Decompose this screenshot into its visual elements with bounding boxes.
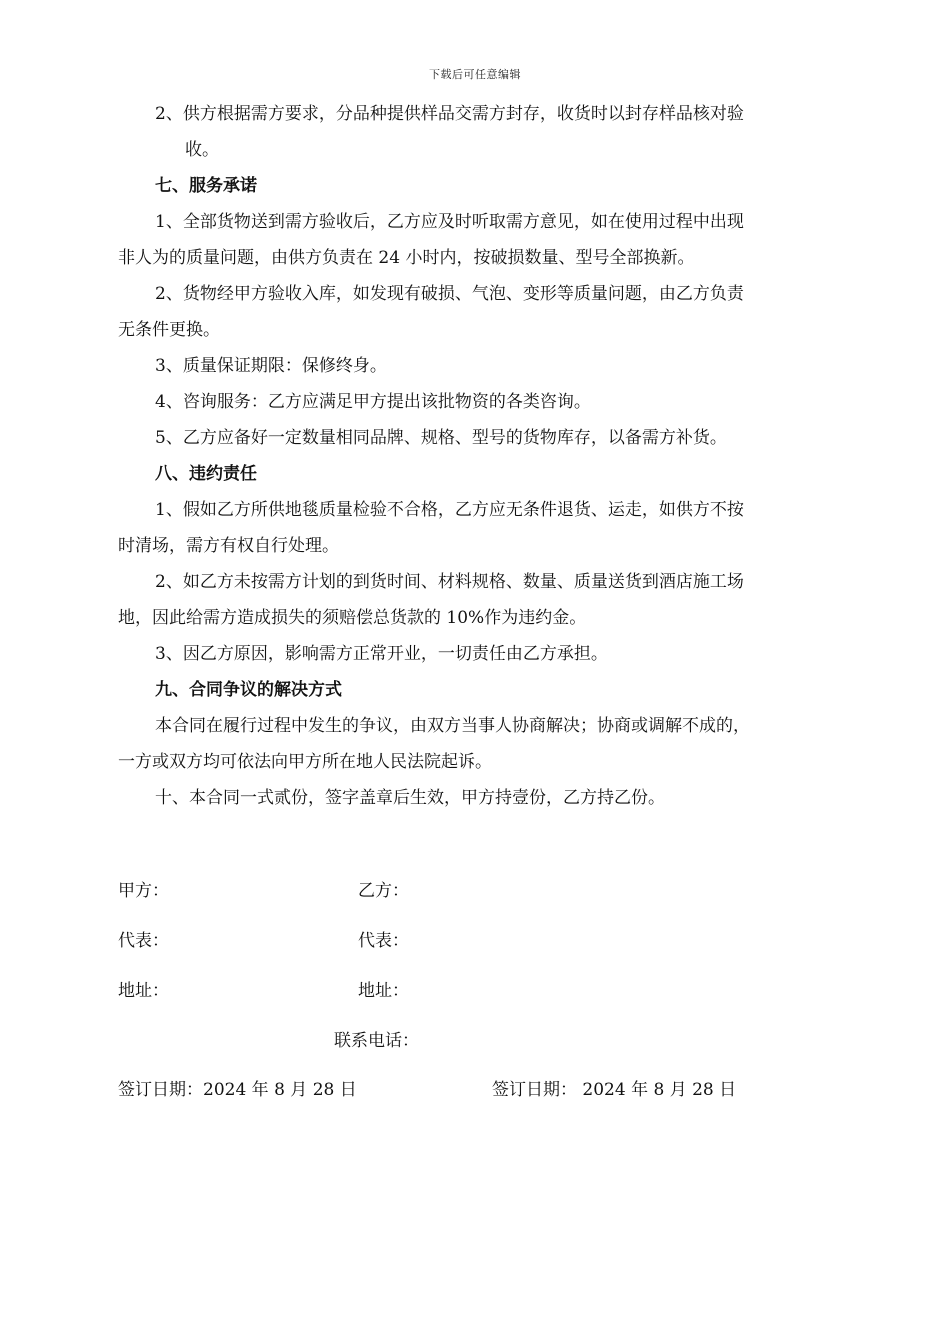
- s7-item-1-cont: 非人为的质量问题，由供方负责在 24 小时内，按破损数量、型号全部换新。: [118, 248, 695, 268]
- contract-body: [118, 96, 833, 816]
- s7-item-3: 3、质量保证期限：保修终身。: [155, 356, 387, 376]
- s7-item-4: 4、咨询服务：乙方应满足甲方提出该批物资的各类咨询。: [155, 392, 591, 412]
- s6-item-2: 2、供方根据需方要求，分品种提供样品交需方封存，收货时以封存样品核对验: [155, 104, 744, 124]
- s8-item-2: 2、如乙方未按需方计划的到货时间、材料规格、数量、质量送货到酒店施工场: [155, 572, 744, 592]
- s8-item-3: 3、因乙方原因，影响需方正常开业，一切责任由乙方承担。: [155, 644, 608, 664]
- address-b-label: 地址：: [358, 981, 409, 1001]
- party-a-label: 甲方：: [118, 881, 169, 901]
- address-a-label: 地址：: [118, 981, 169, 1001]
- s8-item-2-cont: 地，因此给需方造成损失的须赔偿总货款的 10%作为违约金。: [118, 608, 587, 628]
- section-8-title: 八、违约责任: [155, 464, 257, 484]
- sign-date-b: 签订日期： 2024 年 8 月 28 日: [492, 1080, 737, 1100]
- s9-text: 本合同在履行过程中发生的争议，由双方当事人协商解决；协商或调解不成的，: [155, 716, 750, 736]
- section-7-title: 七、服务承诺: [155, 176, 257, 196]
- s7-item-2-cont: 无条件更换。: [118, 320, 220, 340]
- s8-item-1: 1、假如乙方所供地毯质量检验不合格，乙方应无条件退货、运走，如供方不按: [155, 500, 744, 520]
- s6-item-2-cont: 收。: [185, 140, 219, 160]
- party-b-label: 乙方：: [358, 881, 409, 901]
- page-header: 下载后可任意编辑: [429, 68, 521, 81]
- s7-item-2: 2、货物经甲方验收入库，如发现有破损、气泡、变形等质量问题，由乙方负责: [155, 284, 744, 304]
- section-9-title: 九、合同争议的解决方式: [155, 680, 342, 700]
- rep-a-label: 代表：: [118, 931, 169, 951]
- s7-item-1: 1、全部货物送到需方验收后，乙方应及时听取需方意见，如在使用过程中出现: [155, 212, 744, 232]
- s8-item-1-cont: 时清场，需方有权自行处理。: [118, 536, 339, 556]
- s7-item-5: 5、乙方应备好一定数量相同品牌、规格、型号的货物库存，以备需方补货。: [155, 428, 727, 448]
- rep-b-label: 代表：: [358, 931, 409, 951]
- s9-text-cont: 一方或双方均可依法向甲方所在地人民法院起诉。: [118, 752, 492, 772]
- section-10-text: 十、本合同一式贰份，签字盖章后生效，甲方持壹份，乙方持乙份。: [155, 788, 665, 808]
- phone-label: 联系电话：: [334, 1031, 419, 1051]
- sign-date-a: 签订日期：2024 年 8 月 28 日: [118, 1080, 357, 1100]
